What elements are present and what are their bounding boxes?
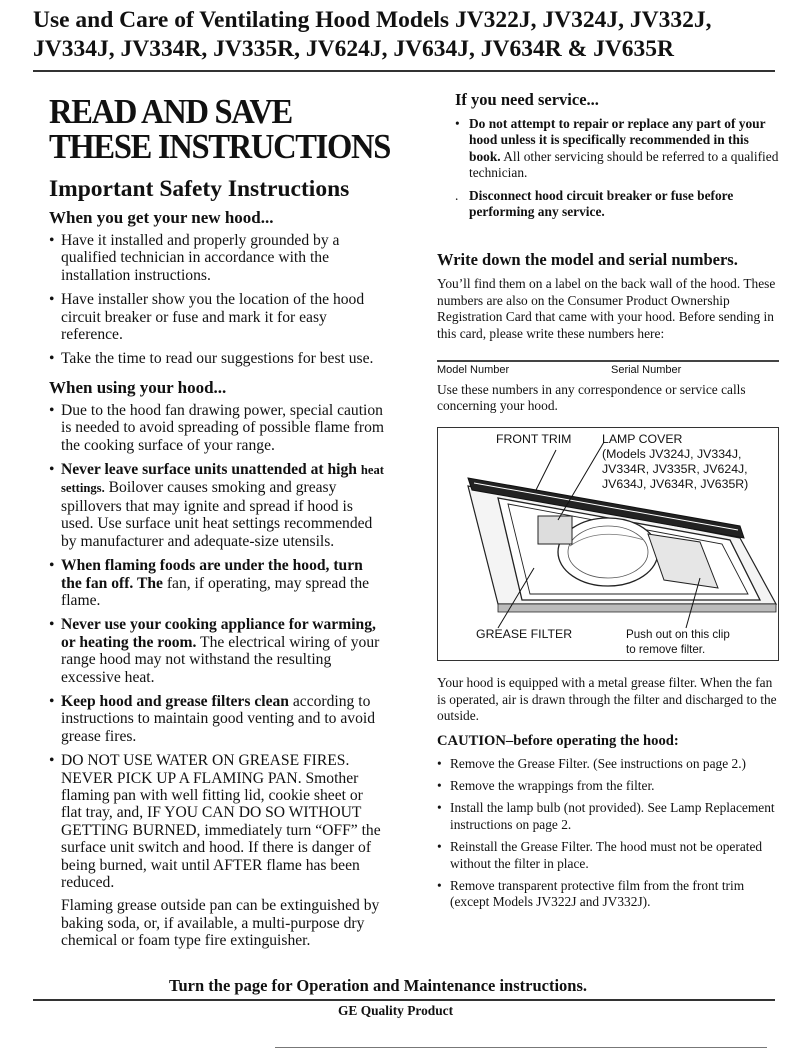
bottom-rule bbox=[275, 1047, 767, 1048]
document-header bbox=[33, 6, 793, 64]
new-hood-heading: When you get your new hood... bbox=[49, 208, 274, 227]
header-title-line2: JV334J, JV334R, JV335R, JV624J, JV634J, JV634R & JV635R bbox=[33, 36, 675, 62]
service-item: . Disconnect hood circuit breaker or fuse before performing any service. bbox=[455, 187, 734, 220]
using-hood-item: • DO NOT USE WATER ON GREASE FIRES. NEVER PICK UP A FLAMING PAN. Smother flaming pan with well fitting lid, cookie sheet or flat tray, and, IF YOU CAN DO SO WITHOUT GETTING BURNED, immediately turn “OFF” the surface unit switch and hood. If there is danger of being burned, wait until AFTER flame has been reduced. bbox=[49, 752, 381, 891]
ge-quality-product: GE Quality Product bbox=[338, 1003, 454, 1018]
caution-item: • Remove the Grease Filter. (See instructions on page 2.) bbox=[437, 755, 747, 771]
caution-heading: CAUTION–before operating the hood: bbox=[437, 732, 679, 749]
model-serial-fields bbox=[437, 364, 779, 380]
safety-heading: Important Safety Instructions bbox=[49, 176, 350, 202]
using-hood-item: • Never leave surface units unattended at high heat settings. Boilover causes smoking and greasy spillovers that may ignite and spread if hood is used. Use surface unit heat settings recommended by manufacturer and adequate-size utensils. bbox=[49, 461, 384, 550]
front-trim-label: FRONT TRIM bbox=[496, 432, 572, 447]
right-column bbox=[437, 90, 779, 917]
header-divider bbox=[33, 70, 775, 72]
use-numbers-text: Use these numbers in any correspondence or service calls concerning your hood. bbox=[437, 381, 746, 413]
left-column bbox=[49, 92, 391, 950]
caution-item: • Install the lamp bulb (not provided). See Lamp Replacement instructions on page 2. bbox=[437, 800, 775, 832]
new-hood-item: • Take the time to read our suggestions for best use. bbox=[49, 350, 374, 368]
read-save-title-line1: READ AND SAVE bbox=[49, 92, 292, 131]
turn-page-note: Turn the page for Operation and Maintenance instructions. bbox=[169, 976, 588, 995]
extinguish-paragraph: Flaming grease outside pan can be extinguished by baking soda, or, if available, a multi-purpose dry chemical or foam type fire extinguisher. bbox=[61, 897, 380, 950]
push-clip-label: Push out on this clip to remove filter. bbox=[626, 628, 730, 657]
using-hood-item: • Due to the hood fan drawing power, special caution is needed to avoid spreading of possible flame from the cooking surface of your range. bbox=[49, 401, 385, 454]
footer-divider bbox=[33, 999, 775, 1001]
header-title-line1: Use and Care of Ventilating Hood Models JV322J, JV324J, JV332J, bbox=[33, 7, 712, 33]
caution-item: • Remove the wrappings from the filter. bbox=[437, 778, 655, 793]
lamp-cover-label: LAMP COVER (Models JV324J, JV334J, JV334R, JV335R, JV624J, JV634J, JV634R, JV635R) bbox=[602, 432, 749, 492]
model-serial-heading: Write down the model and serial numbers. bbox=[437, 250, 738, 270]
model-serial-text: You’ll find them on a label on the back wall of the hood. These numbers are also on the Consumer Product Ownership Registration Card that came with your hood. Before sending in this card, please write these numbers here: bbox=[437, 276, 776, 341]
new-hood-item: • Have installer show you the location of the hood circuit breaker or fuse and mark it for easy reference. bbox=[49, 291, 365, 344]
model-number-label: Model Number bbox=[437, 363, 510, 376]
caution-item: • Remove transparent protective film from the front trim (except Models JV322J and JV332J). bbox=[437, 878, 745, 910]
using-hood-item: • Keep hood and grease filters clean according to instructions to maintain good venting and to avoid grease fires. bbox=[49, 692, 375, 745]
using-hood-heading: When using your hood... bbox=[49, 377, 227, 397]
hood-diagram bbox=[437, 427, 779, 661]
grease-filter-label: GREASE FILTER bbox=[476, 627, 573, 642]
service-heading: If you need service... bbox=[455, 90, 599, 109]
caution-item: • Reinstall the Grease Filter. The hood must not be operated without the filter in place. bbox=[437, 839, 763, 871]
new-hood-item: • Have it installed and properly grounded by a qualified technician in accordance with the installation instructions. bbox=[49, 232, 340, 284]
using-hood-item: • Never use your cooking appliance for warming, or heating the room. The electrical wiring of your range hood may not withstand the resulting excessive heat. bbox=[49, 616, 380, 686]
model-serial-rule bbox=[437, 360, 779, 362]
filter-text: Your hood is equipped with a metal grease filter. When the fan is operated, air is drawn through the filter and discharged to the outside. bbox=[437, 675, 777, 724]
using-hood-item: • When flaming foods are under the hood, turn the fan off. The fan, if operating, may spread the flame. bbox=[49, 557, 370, 609]
read-save-title-line2: THESE INSTRUCTIONS bbox=[49, 127, 391, 166]
serial-number-label: Serial Number bbox=[611, 363, 682, 376]
service-item: • Do not attempt to repair or replace any part of your hood unless it is specifically recommended in this book. All other servicing should be referred to a qualified technician. bbox=[455, 116, 779, 181]
